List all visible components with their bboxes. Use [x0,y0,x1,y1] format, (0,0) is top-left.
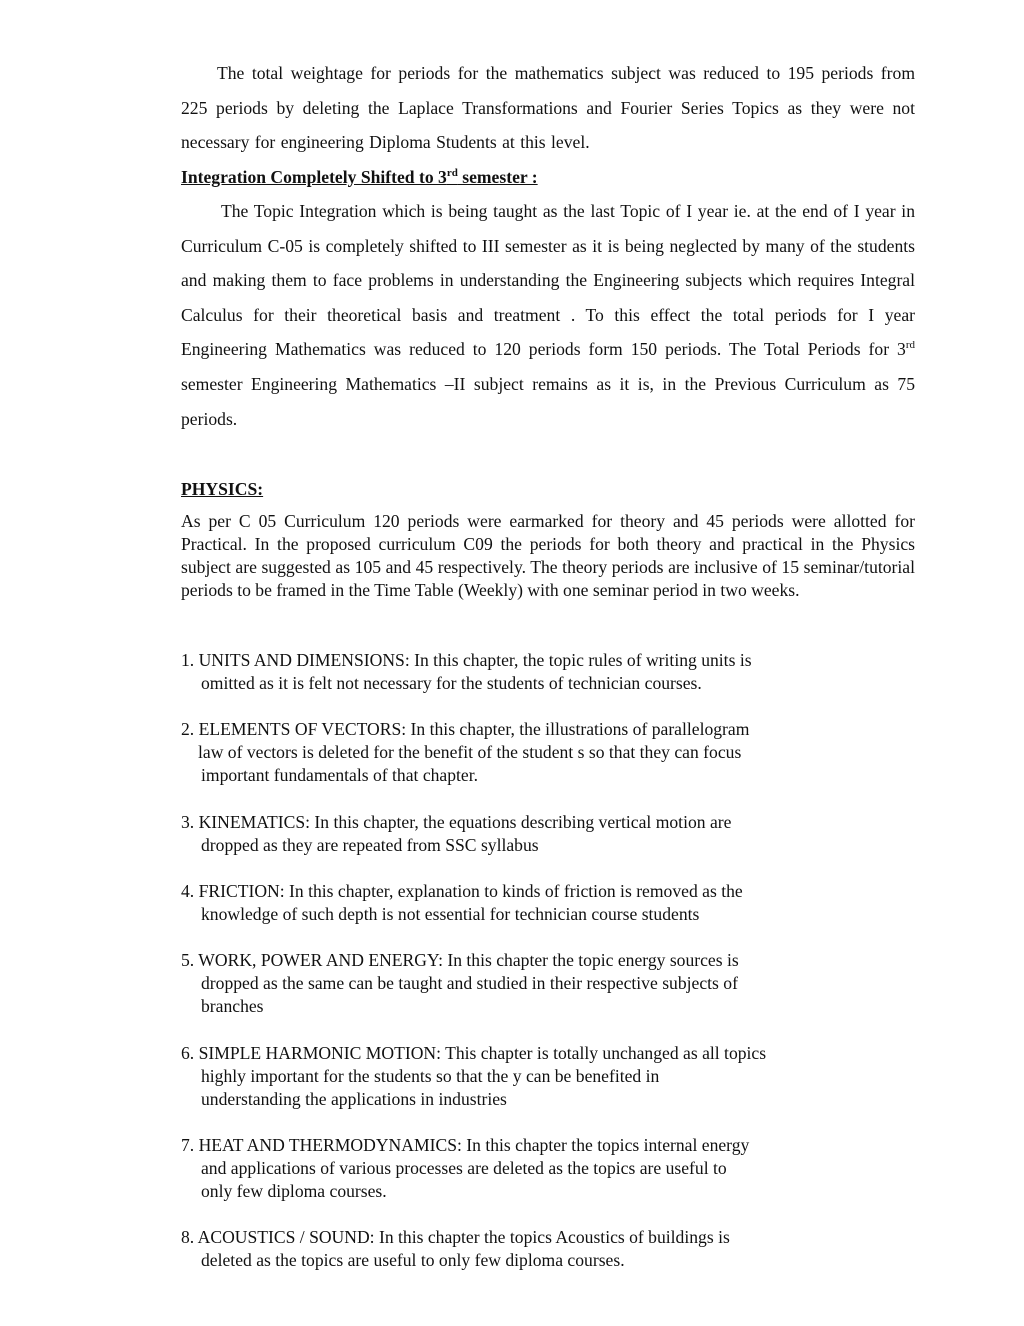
list-item-line: 8. ACOUSTICS / SOUND: In this chapter the topics Acoustics of buildings is [181,1227,730,1247]
list-item-line: omitted as it is felt not necessary for the students of technician courses. [201,673,702,693]
list-item-line: branches [201,996,264,1016]
list-item-line: important fundamentals of that chapter. [201,765,479,785]
list-item-line: law of vectors is deleted for the benefit of the student s so that they can focus [198,742,742,762]
physics-intro-paragraph: As per C 05 Curriculum 120 periods were earmarked for theory and 45 periods were allotted for Practical. In the proposed curriculum C09 the periods for both theory and practical in the Physics subject are suggested as 105 and 45 respectively. The theory periods are inclusive of 15 seminar/tutorial periods to be framed in the Time Table (Weekly) with one seminar period in two weeks. [181,511,915,600]
list-item-line: 5. WORK, POWER AND ENERGY: In this chapter the topic energy sources is [181,950,739,970]
list-item-line: 3. KINEMATICS: In this chapter, the equations describing vertical motion are [181,812,732,832]
physics-list-item [181,811,881,857]
list-item-line: 7. HEAT AND THERMODYNAMICS: In this chapter the topics internal energy [181,1135,750,1155]
list-item-line: dropped as they are repeated from SSC syllabus [201,835,539,855]
integration-paragraph-tail: semester Engineering Mathematics –II subject remains as it is, in the Previous Curriculum as 75 periods. [181,373,915,429]
math-weightage-paragraph: The total weightage for periods for the mathematics subject was reduced to 195 periods from 225 periods by deleting the Laplace Transformations and Fourier Series Topics as they were not necessary for engineering Diploma Students at this level. [181,63,915,153]
list-item-line: highly important for the students so that the y can be benefited in [201,1066,660,1086]
integration-paragraph-ordinal: rd [905,339,915,352]
integration-heading-suffix: semester : [457,167,538,187]
integration-heading-text: Integration Completely Shifted to 3 [181,167,447,187]
physics-list-item [181,1226,881,1272]
list-item-line: 4. FRICTION: In this chapter, explanation to kinds of friction is removed as the [181,881,743,901]
list-item-line: 1. UNITS AND DIMENSIONS: In this chapter, the topic rules of writing units is [181,650,752,670]
physics-heading: PHYSICS: [181,479,264,499]
list-item-line: only few diploma courses. [201,1181,387,1201]
list-item-line: and applications of various processes are deleted as the topics are useful to [201,1158,727,1178]
physics-list-item [181,949,881,1018]
integration-paragraph-text: The Topic Integration which is being taught as the last Topic of I year ie. at the end of I year in Curriculum C-05 is completely shifted to III semester as it is being neglected by many of the students and making them to face problems in understanding the Engineering subjects which requires Integral Calculus for their theoretical basis and treatment . To this effect the total periods for I year Engineering Mathematics was reduced to 120 periods form 150 periods. The Total Periods for 3 [181,201,915,360]
list-item-line: understanding the applications in industries [201,1089,507,1109]
integration-paragraph [181,194,915,436]
list-item-line: 6. SIMPLE HARMONIC MOTION: This chapter is totally unchanged as all topics [181,1043,767,1063]
physics-list-item [181,1134,881,1203]
list-item-line: 2. ELEMENTS OF VECTORS: In this chapter, the illustrations of parallelogram [181,719,750,739]
physics-list-item [181,880,881,926]
physics-list-item [181,1042,881,1111]
list-item-line: dropped as the same can be taught and studied in their respective subjects of [201,973,738,993]
integration-heading-ordinal: rd [446,167,458,179]
physics-list-item [181,649,881,695]
list-item-line: knowledge of such depth is not essential for technician course students [201,904,700,924]
integration-heading [181,163,538,191]
physics-list-item [181,718,881,787]
list-item-line: deleted as the topics are useful to only few diploma courses. [201,1250,625,1270]
